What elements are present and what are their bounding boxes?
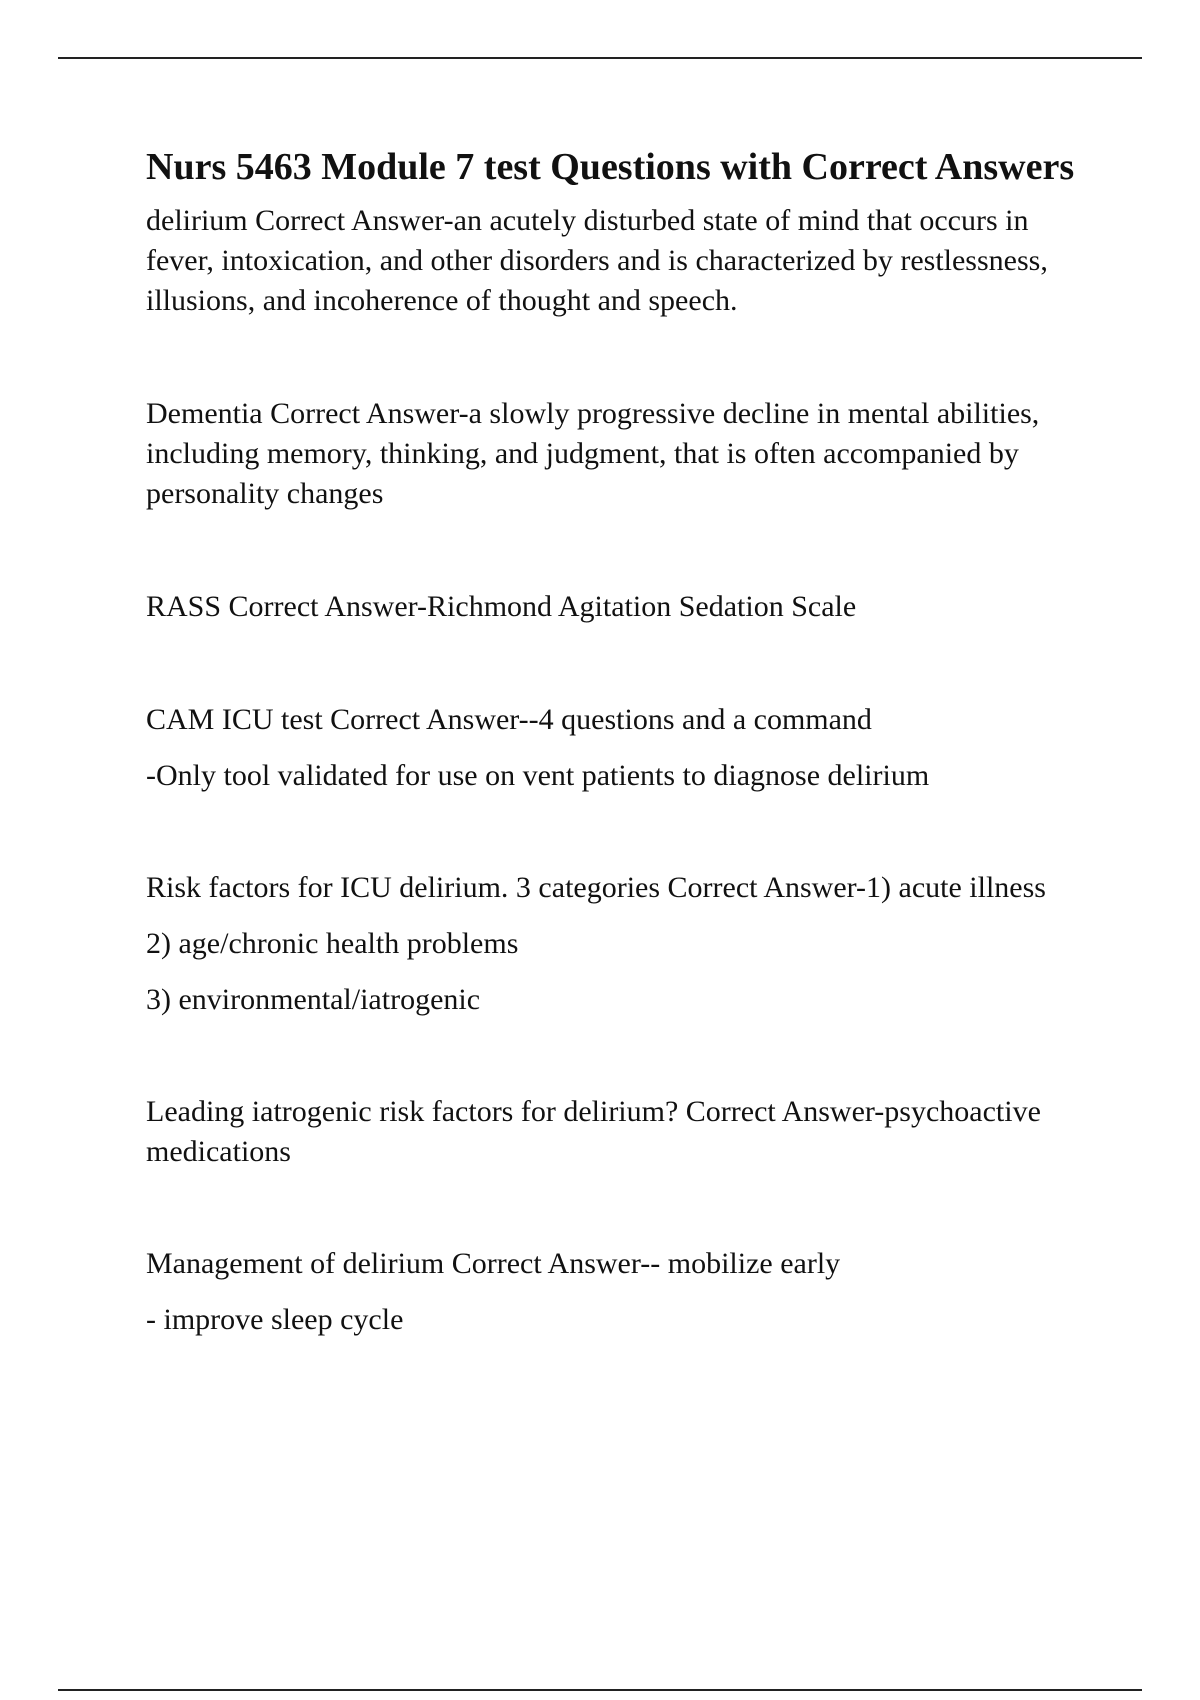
document-body (146, 142, 1086, 1340)
qa-paragraph: RASS Correct Answer-Richmond Agitation Sedation Scale (146, 590, 857, 623)
top-rule (58, 57, 1142, 59)
qa-paragraph: 2) age/chronic health problems (146, 927, 519, 960)
qa-dementia (146, 394, 1086, 514)
qa-paragraph: -Only tool validated for use on vent patients to diagnose delirium (146, 759, 930, 792)
document-title: Nurs 5463 Module 7 test Questions with Correct Answers (146, 146, 1075, 188)
qa-paragraph: Leading iatrogenic risk factors for delirium? Correct Answer-psychoactive medications (146, 1095, 1041, 1168)
qa-paragraph: Risk factors for ICU delirium. 3 categories Correct Answer-1) acute illness (146, 871, 1046, 904)
qa-iatrogenic-risk (146, 1092, 1086, 1172)
qa-management (146, 1244, 1086, 1340)
qa-rass (146, 587, 1086, 627)
qa-delirium (146, 201, 1086, 321)
qa-paragraph: CAM ICU test Correct Answer--4 questions and a command (146, 703, 872, 736)
qa-cam-icu (146, 700, 1086, 796)
qa-paragraph: Dementia Correct Answer-a slowly progressive decline in mental abilities, including memory, thinking, and judgment, that is often accompanied by personality changes (146, 397, 1040, 510)
qa-paragraph: Management of delirium Correct Answer-- mobilize early (146, 1247, 841, 1280)
qa-risk-factors (146, 868, 1086, 1020)
qa-paragraph: - improve sleep cycle (146, 1303, 404, 1336)
qa-paragraph: delirium Correct Answer-an acutely disturbed state of mind that occurs in fever, intoxication, and other disorders and is characterized by restlessness, illusions, and incoherence of thought and speech. (146, 204, 1048, 317)
bottom-rule (58, 1689, 1142, 1691)
qa-paragraph: 3) environmental/iatrogenic (146, 983, 481, 1016)
